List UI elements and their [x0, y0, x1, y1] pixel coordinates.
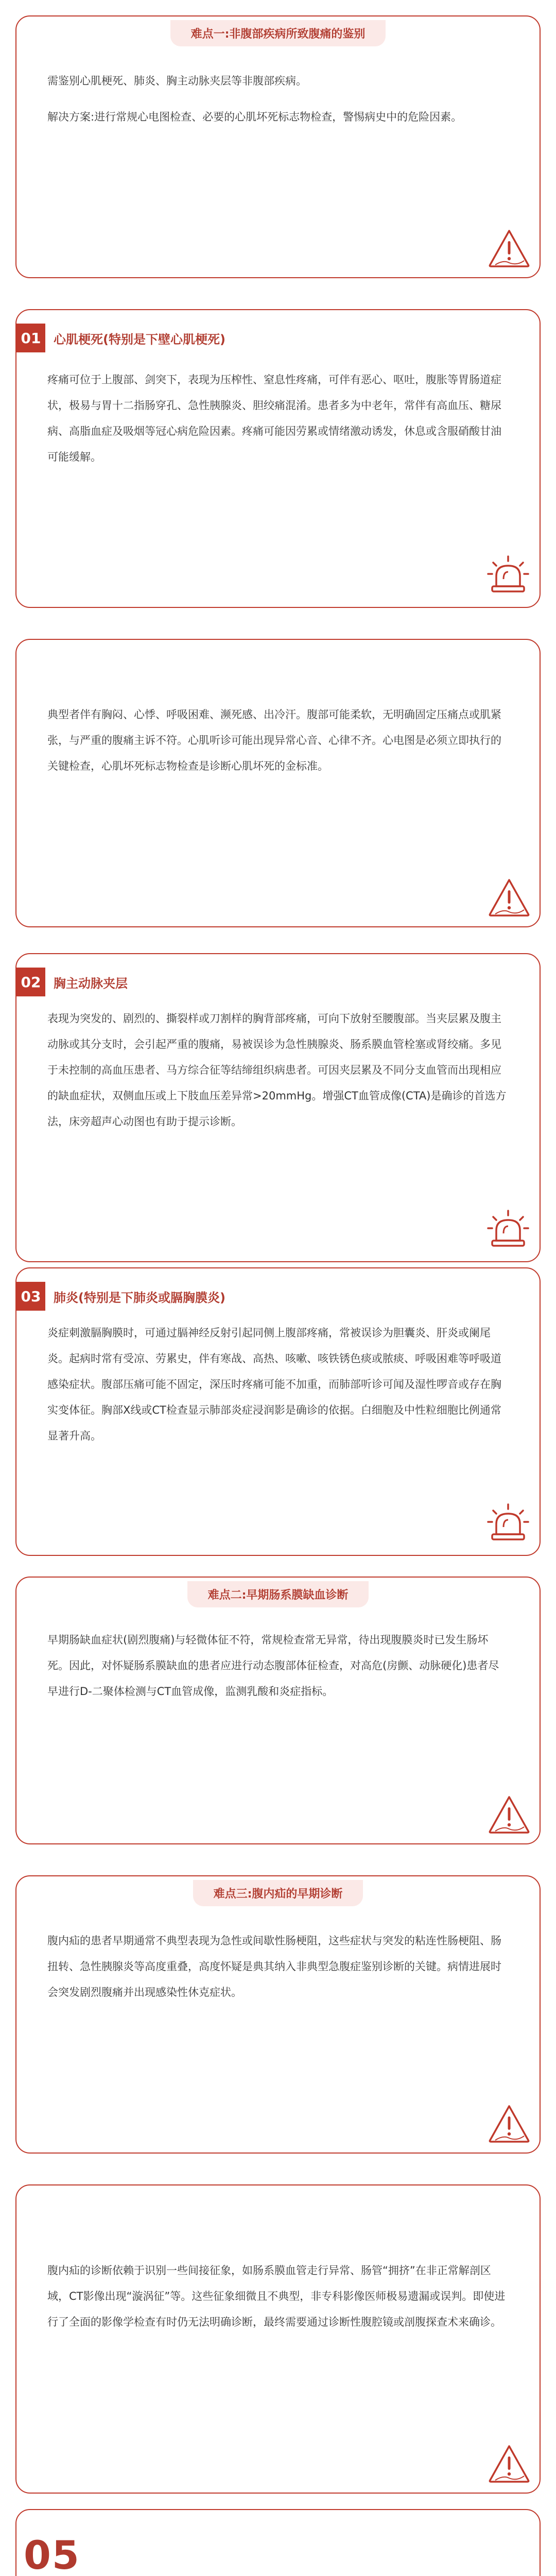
section-02-card [15, 953, 541, 1262]
section-02-text: 表现为突发的、剧烈的、撕裂样或刀割样的胸背部疼痛，可向下放射至腰腹部。当夹层累及腹主动脉或其分支时，会引起严重的腹痛，易被误诊为急性胰腺炎、肠系膜血管栓塞或肾绞痛。多见于未控制的高血压患者、马方综合征等结缔组织病患者。可因夹层累及不同分支血管而出现相应的缺血症状，双侧血压或上下肢血压差异常>20mmHg。增强CT血管成像(CTA)是确诊的首选方法，床旁超声心动图也有助于提示诊断。 [47, 1012, 507, 1128]
section-03-title: 肺炎(特别是下肺炎或膈胸膜炎) [54, 1290, 225, 1305]
difficulty-2-title: 难点二:早期肠系膜缺血诊断 [187, 1581, 369, 1607]
section-03-number: 03 [16, 1282, 45, 1311]
difficulty-3-title-pill [16, 1876, 540, 1909]
difficulty-3-card [15, 1875, 541, 2154]
warning-triangle-icon [488, 878, 530, 917]
section-03-text: 炎症刺激膈胸膜时，可通过膈神经反射引起同侧上腹部疼痛，常被误诊为胆囊炎、肝炎或阑尾炎。起病时常有受凉、劳累史，伴有寒战、高热、咳嗽、咳铁锈色痰或脓痰、呼吸困难等呼吸道感染症状。腹部压痛可能不固定，深压时疼痛可能不加重，而肺部听诊可闻及湿性啰音或存在胸实变体征。胸部X线或CT检查显示肺部炎症浸润影是确诊的依据。白细胞及中性粒细胞比例通常显著升高。 [47, 1327, 501, 1442]
recommendation-card [15, 2509, 541, 2576]
section-02-number: 02 [16, 968, 45, 996]
alarm-light-icon [486, 553, 530, 598]
warning-triangle-icon [488, 229, 530, 268]
section-01-title: 心肌梗死(特别是下壁心肌梗死) [54, 332, 225, 347]
warning-triangle-icon [488, 1795, 530, 1834]
difficulty-1-title: 难点一:非腹部疾病所致腹痛的鉴别 [170, 20, 386, 46]
difficulty-1-text-1: 需鉴别心肌梗死、肺炎、胸主动脉夹层等非腹部疾病。 [47, 75, 307, 87]
difficulty-3-text: 腹内疝的患者早期通常不典型表现为急性或间歇性肠梗阻，这些症状与突发的粘连性肠梗阻、肠扭转、急性胰腺炎等高度重叠，高度怀疑是典其纳入非典型急腹症鉴别诊断的关键。病情进展时会突发剧烈腹痛并出现感染性休克症状。 [47, 1935, 501, 1998]
difficulty-3-title: 难点三:腹内疝的早期诊断 [193, 1880, 363, 1906]
section-03-card [15, 1267, 541, 1556]
section-01-continued-card [15, 639, 541, 927]
difficulty-2-card [15, 1577, 541, 1844]
section-01-number: 01 [16, 324, 45, 352]
difficulty-1-title-pill [16, 16, 540, 49]
warning-triangle-icon [488, 2444, 530, 2483]
section-01-header [16, 324, 225, 352]
section-01-card [15, 309, 541, 608]
difficulty-3-continued-text: 腹内疝的诊断依赖于识别一些间接征象，如肠系膜血管走行异常、肠管“拥挤”在非正常解剖区域，CT影像出现“漩涡征”等。这些征象细微且不典型，非专科影像医师极易遗漏或误判。即使进行了全面的影像学检查有时仍无法明确诊断，最终需要通过诊断性腹腔镜或剖腹探查术来确诊。 [47, 2264, 506, 2328]
difficulty-2-title-pill [16, 1578, 540, 1611]
section-01-continued-text: 典型者伴有胸闷、心悸、呼吸困难、濒死感、出冷汗。腹部可能柔软，无明确固定压痛点或肌紧张，与严重的腹痛主诉不符。心肌听诊可能出现异常心音、心律不齐。心电图是必须立即执行的关键检查，心肌坏死标志物检查是诊断心肌坏死的金标准。 [47, 708, 501, 772]
alarm-light-icon [486, 1208, 530, 1252]
section-02-title: 胸主动脉夹层 [54, 976, 128, 991]
difficulty-3-continued-card [15, 2184, 541, 2494]
section-02-header [16, 968, 128, 996]
section-03-header [16, 1282, 225, 1311]
alarm-light-icon [486, 1501, 530, 1546]
warning-triangle-icon [488, 2104, 530, 2143]
recommendation-number: 05 [24, 2532, 80, 2576]
difficulty-1-card [15, 15, 541, 278]
difficulty-1-body [47, 68, 509, 130]
section-01-text: 疼痛可位于上腹部、剑突下，表现为压榨性、窒息性疼痛，可伴有恶心、呕吐，腹胀等胃肠道症状，极易与胃十二指肠穿孔、急性胰腺炎、胆绞痛混淆。患者多为中老年，常伴有高血压、糖尿病、高脂血症及吸烟等冠心病危险因素。疼痛可能因劳累或情绪激动诱发，休息或含服硝酸甘油可能缓解。 [47, 374, 501, 463]
difficulty-1-text-2: 解决方案:进行常规心电图检查、必要的心肌坏死标志物检查，警惕病史中的危险因素。 [47, 111, 462, 123]
difficulty-2-text: 早期肠缺血症状(剧烈腹痛)与轻微体征不符，常规检查常无异常，待出现腹膜炎时已发生肠坏死。因此，对怀疑肠系膜缺血的患者应进行动态腹部体征检查，对高危(房颤、动脉硬化)患者尽早进行D-二聚体检测与CT血管成像，监测乳酸和炎症指标。 [47, 1634, 499, 1698]
